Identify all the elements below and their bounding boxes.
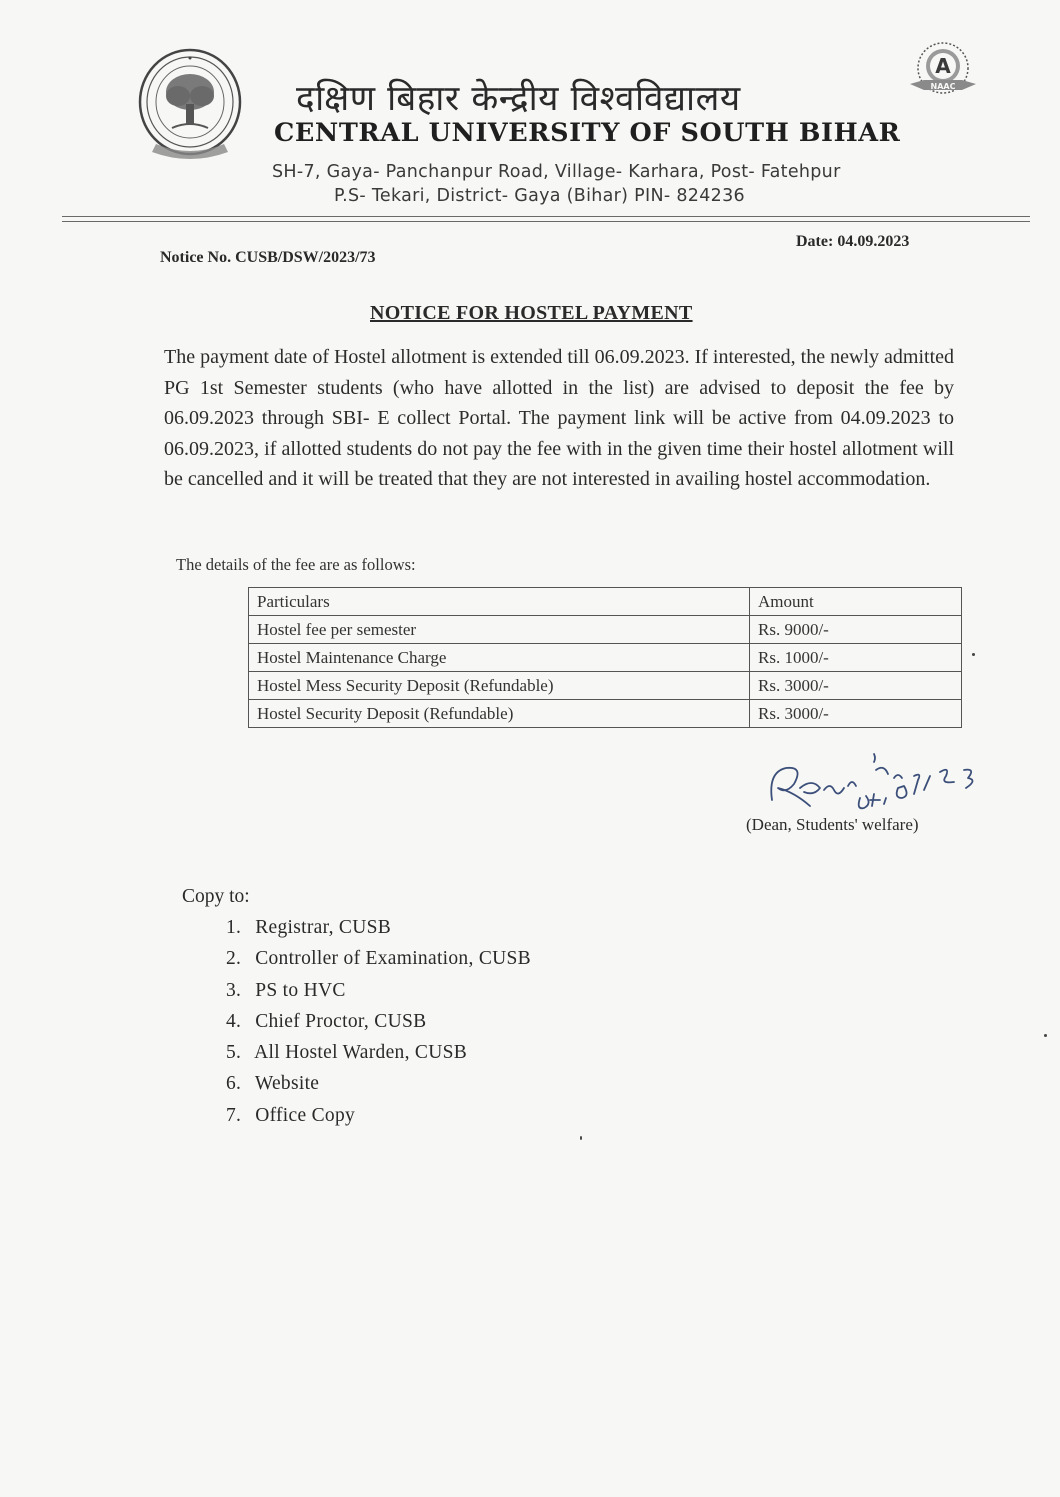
- fee-table-row: [249, 644, 962, 672]
- list-item-number: 1.: [226, 917, 242, 938]
- university-name-english: CENTRAL UNIVERSITY OF SOUTH BIHAR: [274, 118, 901, 148]
- list-item-number: 7.: [226, 1104, 242, 1126]
- address-line-1: SH-7, Gaya- Panchanpur Road, Village- Karhara, Post- Fatehpur: [272, 162, 841, 182]
- fee-table-header-row: [249, 588, 962, 616]
- list-item: [226, 943, 531, 974]
- fee-table-header-amount: Amount: [750, 588, 962, 616]
- list-item: [226, 1100, 531, 1131]
- fee-amount: Rs. 9000/-: [750, 616, 962, 644]
- list-item-text: Controller of Examination, CUSB: [255, 948, 531, 970]
- list-item-number: 4.: [226, 1010, 242, 1032]
- copy-to-label: Copy to:: [182, 886, 250, 907]
- list-item-number: 2.: [226, 948, 242, 970]
- list-item-number: 3.: [226, 979, 242, 1001]
- fee-particular: Hostel Mess Security Deposit (Refundable): [249, 672, 750, 700]
- copy-to-list: [226, 912, 531, 1131]
- fee-amount: Rs. 1000/-: [750, 644, 962, 672]
- notice-number: Notice No. CUSB/DSW/2023/73: [160, 249, 376, 266]
- header-divider-top: [62, 216, 1030, 217]
- scan-speck: [972, 653, 975, 656]
- university-seal-logo: [138, 46, 242, 164]
- fee-table-row: [249, 700, 962, 728]
- fee-table-row: [249, 616, 962, 644]
- naac-grade-text: A: [935, 54, 951, 78]
- scan-speck: [580, 1136, 582, 1140]
- list-item: [226, 912, 531, 943]
- fee-details-intro: The details of the fee are as follows:: [176, 555, 416, 574]
- scan-speck: [1044, 1034, 1047, 1037]
- fee-amount: Rs. 3000/-: [750, 700, 962, 728]
- dean-signature: [764, 748, 984, 820]
- fee-particular: Hostel Security Deposit (Refundable): [249, 700, 750, 728]
- fee-table-header-particulars: Particulars: [249, 588, 750, 616]
- fee-particular: Hostel Maintenance Charge: [249, 644, 750, 672]
- list-item-text: Chief Proctor, CUSB: [255, 1010, 427, 1032]
- fee-table: [248, 587, 962, 728]
- list-item-text: All Hostel Warden, CUSB: [254, 1042, 468, 1064]
- list-item: [226, 1006, 531, 1037]
- naac-label-text: NAAC: [930, 82, 956, 91]
- fee-amount: Rs. 3000/-: [750, 672, 962, 700]
- notice-body: The payment date of Hostel allotment is extended till 06.09.2023. If interested, the newly admitted PG 1st Semester students (who have allotted in the list) are advised to deposit the fee by 06.09.2023 through SBI- E collect Portal. The payment link will be active from 04.09.2023 to 06.09.2023, if allotted students do not pay the fee with in the given time their hostel allotment will be cancelled and it will be treated that they are not interested in availing hostel accommodation.: [164, 346, 954, 490]
- notice-heading: NOTICE FOR HOSTEL PAYMENT: [370, 302, 693, 324]
- list-item: [226, 1068, 531, 1099]
- header-divider-bottom: [62, 221, 1030, 222]
- list-item-number: 6.: [226, 1073, 242, 1095]
- fee-particular: Hostel fee per semester: [249, 616, 750, 644]
- list-item: [226, 975, 531, 1006]
- list-item-text: Office Copy: [255, 1104, 356, 1126]
- list-item: [226, 1037, 531, 1068]
- list-item-text: Website: [254, 1073, 320, 1095]
- fee-table-row: [249, 672, 962, 700]
- naac-grade-badge: [906, 40, 980, 100]
- list-item-number: 5.: [226, 1042, 242, 1064]
- notice-date: Date: 04.09.2023: [796, 233, 910, 250]
- university-name-hindi: दक्षिण बिहार केन्द्रीय विश्वविद्यालय: [296, 79, 741, 119]
- address-line-2: P.S- Tekari, District- Gaya (Bihar) PIN- 824236: [334, 186, 745, 206]
- list-item-text: Registrar, CUSB: [255, 917, 392, 938]
- signatory-designation: (Dean, Students' welfare): [746, 815, 919, 834]
- list-item-text: PS to HVC: [255, 979, 346, 1001]
